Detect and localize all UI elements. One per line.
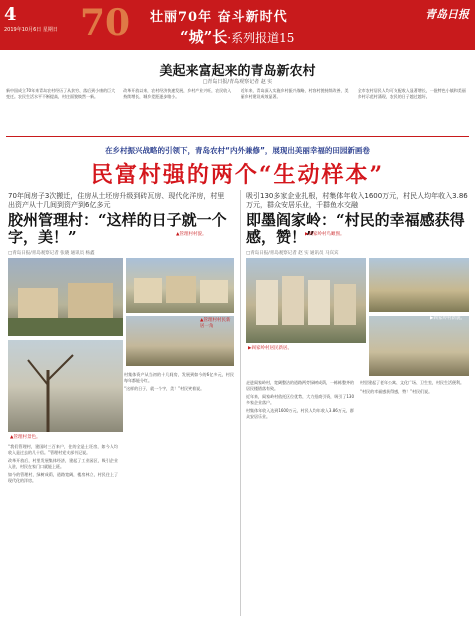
section-deck: 在乡村振兴战略的引领下，青岛农村“内外兼修”，展现出美丽幸福的田园新画卷 <box>105 146 370 155</box>
section-divider <box>6 136 469 137</box>
series-report-number: ·系列报道15 <box>227 31 295 45</box>
apartments-illustration <box>246 258 366 343</box>
anniversary-70-mark: 70 <box>80 2 131 44</box>
houses-illustration <box>126 258 234 313</box>
left-photo2-caption: ▲管理村村民新居一角 <box>200 318 231 329</box>
right-paragraph: 走进阎家岭村，宽阔整洁的道路两旁绿树成荫，一栋栋整齐的居民楼错落有致。 <box>246 380 354 391</box>
top-story-title: 美起来富起来的青岛新农村 <box>159 64 316 79</box>
series-title: 壮丽70年 奋斗新时代 <box>150 10 288 25</box>
column-separator <box>240 190 241 616</box>
building-illustration <box>8 258 123 336</box>
left-story-body-col1 <box>8 444 118 616</box>
left-photo3-caption: ▲管理村景色。 <box>10 435 41 440</box>
tree-illustration <box>8 340 123 432</box>
left-story-subhead: 70年间房子3次搬迁，住房从土坯房升级到砖瓦房、现代化洋房，村里出资产从十几间到资产到6亿多元 <box>8 192 225 209</box>
left-paragraph: 改革开放后，村里发展集体经济，建起了工业园区，吸引企业入驻，村民在家门口就能上班。 <box>8 458 118 469</box>
right-story-body-col1 <box>246 380 354 616</box>
issue-date: 2019年10月6日 星期日 <box>4 27 58 33</box>
top-story-column: 近年来，青岛深入实施乡村振兴战略，村容村貌持续改善，美丽乡村建设成效显著。 <box>240 88 349 99</box>
top-story-column: 改革开放以来，农村经济快速发展，乡村产业兴旺，农民收入持续增长，城乡差距逐步缩小。 <box>123 88 232 99</box>
left-paragraph: 村集体资产从当初的十几间房，发展到如今的6亿多元，村民每年都能分红。 <box>124 372 234 383</box>
right-paragraph: “村民的幸福感获得感，赞！”村民们说。 <box>360 388 433 394</box>
left-story-body-col2 <box>124 372 234 616</box>
right-photo2-caption: ▶阎家岭村居民新居。 <box>248 346 292 351</box>
left-paragraph: 如今的管理村，绿树成荫，道路宽阔，楼房林立，村民住上了现代化的洋房。 <box>8 472 118 483</box>
right-story-credit: □青岛日报/青岛观察记者 赵 实 通讯员 马宾宾 <box>246 251 339 256</box>
series-quote: “城”长 <box>180 28 228 46</box>
series-banner <box>0 0 475 50</box>
right-story-subhead: 吸引130多家企业扎根，村集体年收入1600万元，村民人均年收入3.86万元，群众安居乐业，千群鱼水交融 <box>246 192 468 209</box>
left-story-headline: 胶州管理村：“这样的日子就一个字，美！” <box>8 211 227 246</box>
series-subtitle <box>180 26 294 47</box>
page-number: 4 <box>4 4 17 25</box>
right-photo3-caption: ▶阎家岭村新貌。 <box>430 316 465 321</box>
left-photo1-caption: ▲管理村村貌。 <box>176 232 207 237</box>
photo-yanjialing-aerial <box>246 258 366 343</box>
top-story-column: 新中国成立70年来青岛农村经历了从贫穷、落后到小康的巨大变迁。农民生活水平不断提高，村庄面貌焕然一新。 <box>6 88 116 99</box>
photo-village-aerial <box>8 258 123 336</box>
section-headline: 民富村强的两个“生动样本” <box>90 162 385 188</box>
right-story-headline: 即墨阎家岭：“村民的幸福感获得感，赞！” <box>246 211 465 246</box>
top-story-byline: □青岛日报/青岛观察记者 赵 实 <box>202 79 273 85</box>
right-paragraph: 近年来，阎家岭村依托区位优势，大力招商引资，吸引了130多家企业落户。 <box>246 394 354 405</box>
left-story-credit: □青岛日报/青岛观察记者 张晓 通讯员 杨鑫 <box>8 251 95 256</box>
left-paragraph: “我们管理村，建国时三百来户，住的全是土坯房，如今人均收入是过去的几十倍。”管理村党支部书记说。 <box>8 444 118 455</box>
photo-tree-landscape <box>8 340 123 432</box>
photo-yanjialing-houses <box>369 258 469 312</box>
right-paragraph: 村集体年收入达到1600万元，村民人均年收入3.86万元，群众安居乐业。 <box>246 408 354 419</box>
right-paragraph: 村里建起了老年公寓、文化广场、卫生室，村民生活便利。 <box>360 380 464 385</box>
right-story-body-col2 <box>360 380 469 616</box>
top-story-body <box>6 88 469 128</box>
photo-yanjialing-street <box>369 316 469 376</box>
top-story-column: 全市农村居民人均可支配收入显著增长，一批特色小镇和美丽乡村示范村涌现，农民的日子越过越好。 <box>357 88 466 99</box>
newspaper-logo: 青岛日报 <box>425 8 469 21</box>
photo-village-houses <box>126 258 234 313</box>
right-photo1-caption: ▶阎家岭村鸟瞰图。 <box>305 232 345 237</box>
left-paragraph: “这样的日子，就一个字，美！”村民笑着说。 <box>124 386 205 392</box>
